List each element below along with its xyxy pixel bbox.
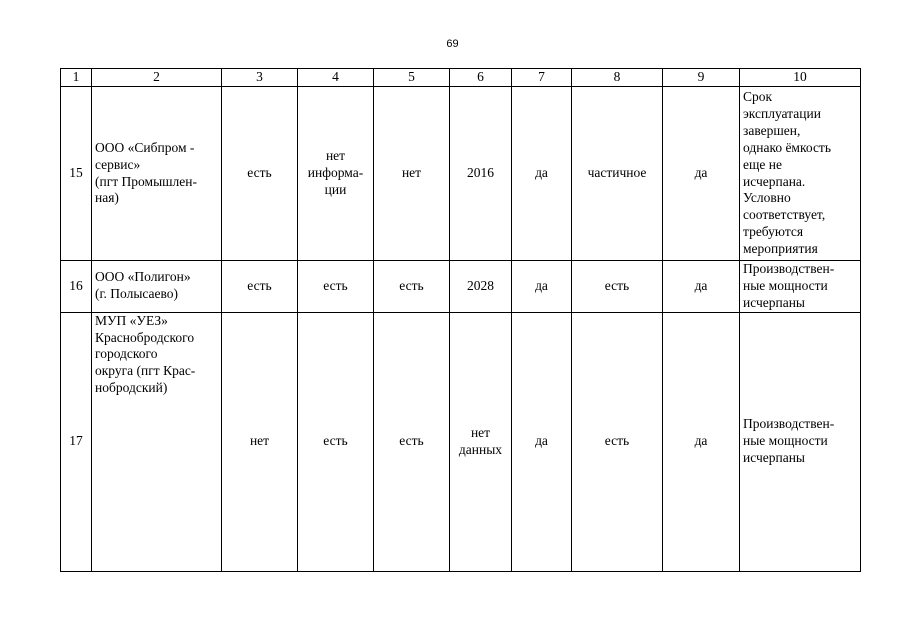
table-cell: есть [374, 261, 450, 313]
table-cell: есть [572, 261, 663, 313]
table-cell: есть [572, 312, 663, 571]
row-number: 16 [61, 261, 92, 313]
remarks-cell: Производствен- ные мощности исчерпаны [740, 261, 861, 313]
row-number: 15 [61, 87, 92, 261]
table-cell: да [663, 261, 740, 313]
table-cell: да [512, 312, 572, 571]
column-header: 3 [222, 69, 298, 87]
table-cell: есть [374, 312, 450, 571]
table-cell: нет данных [450, 312, 512, 571]
table-cell: нет [222, 312, 298, 571]
column-header: 4 [298, 69, 374, 87]
table-cell: да [512, 87, 572, 261]
table-cell: есть [222, 87, 298, 261]
table-row [61, 312, 861, 571]
remarks-cell: Производствен- ные мощности исчерпаны [740, 312, 861, 571]
column-header: 2 [92, 69, 222, 87]
landfill-table [60, 68, 861, 572]
column-header: 6 [450, 69, 512, 87]
header-row [61, 69, 861, 87]
column-header: 8 [572, 69, 663, 87]
table-cell: нет [374, 87, 450, 261]
organization-cell: ООО «Сибпром - сервис» (пгт Промышлен- ная) [92, 87, 222, 261]
table-cell: есть [298, 261, 374, 313]
table-cell: есть [222, 261, 298, 313]
table-cell: частичное [572, 87, 663, 261]
table-row [61, 261, 861, 313]
column-header: 5 [374, 69, 450, 87]
column-header: 1 [61, 69, 92, 87]
table-cell: да [663, 312, 740, 571]
column-header: 10 [740, 69, 861, 87]
table-cell: нет информа- ции [298, 87, 374, 261]
organization-cell: ООО «Полигон» (г. Полысаево) [92, 261, 222, 313]
column-header: 7 [512, 69, 572, 87]
organization-cell: МУП «УЕЗ» Краснобродского городского округа (пгт Крас- нобродский) [92, 312, 222, 571]
table-cell: 2028 [450, 261, 512, 313]
table-cell: есть [298, 312, 374, 571]
column-header: 9 [663, 69, 740, 87]
page-number: 69 [446, 38, 459, 50]
table-row [61, 87, 861, 261]
remarks-cell: Срок эксплуатации завершен, однако ёмкость еще не исчерпана. Условно соответствует, требуются мероприятия [740, 87, 861, 261]
table-cell: да [663, 87, 740, 261]
table-cell: 2016 [450, 87, 512, 261]
table-cell: да [512, 261, 572, 313]
row-number: 17 [61, 312, 92, 571]
